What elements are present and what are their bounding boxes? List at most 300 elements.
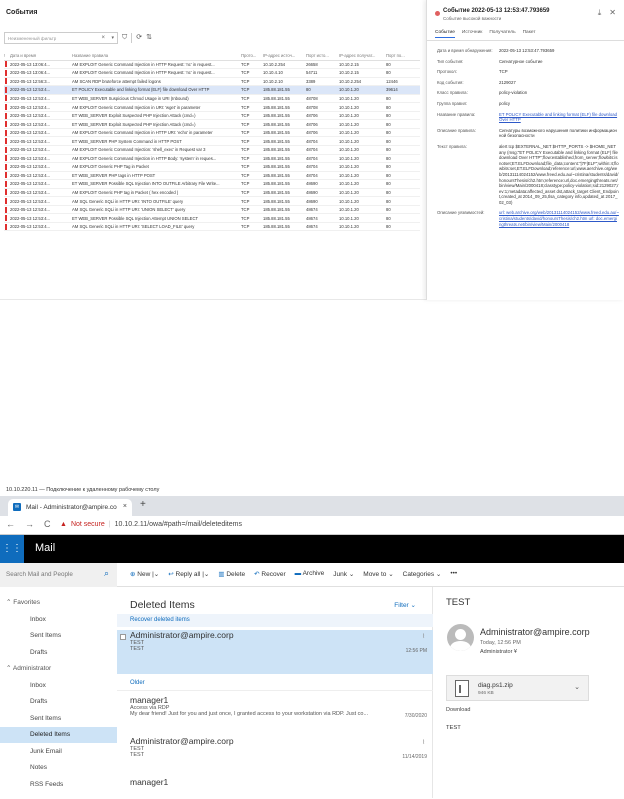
table-cell: 2022-05-13 12:53:4... xyxy=(8,214,70,223)
filter-placeholder: Неизмененный фильтр xyxy=(8,36,57,41)
events-title: События xyxy=(6,9,38,16)
table-cell: 185.88.181.55 xyxy=(261,197,304,206)
clear-icon[interactable]: × xyxy=(101,35,105,41)
table-row[interactable] xyxy=(4,86,420,95)
table-row[interactable] xyxy=(4,188,420,197)
list-item[interactable] xyxy=(117,630,433,674)
chevron-down-icon[interactable]: ⌄ xyxy=(574,684,580,691)
message-date: 11/14/2019 xyxy=(402,754,427,760)
table-cell: 2022-05-13 12:53:4... xyxy=(8,94,70,103)
table-cell: 10.10.1.20 xyxy=(337,180,384,189)
table-cell: 48690 xyxy=(304,180,337,189)
table-cell: 3389 xyxy=(304,77,337,86)
table-cell: 2022-05-13 12:53:4... xyxy=(8,86,70,95)
table-body xyxy=(4,60,420,231)
field-value: alert tcp $EXTERNAL_NET $HTTP_PORTS -> $HOME_NET any (msg:"ET POLICY Executable and linking format (ELF) file download Over HTTP";flow:established,from_server;flowbits:isnotset;ET.ELFDownload;file_data;content:"|7F|ELF";within:4;flowbits:set,ET.ELFDownload;reference:url,www.aerchive.org/web/20131114024152/www.freed.edu.au/~cristina/students/david/honoursThesis/ch2.htm;reference:url,doc.emergingthreats.net/bin/view/Main/2000418;classtype:policy-violation;sid:2129027;rev:1;metadata:affected_asset dst,attack_target Client_Endpoint,created_at 2014_09_25,tlsa_category info,updated_at 2017_02_03) xyxy=(499,143,619,205)
chevron-down-icon[interactable]: ▾ xyxy=(111,35,114,41)
more-button[interactable]: ••• xyxy=(450,570,458,577)
table-cell: 48708 xyxy=(304,94,337,103)
table-cell: 12446 xyxy=(384,77,420,86)
table-cell: AM EXPLOIT Generic Command Injection in HTTP Body: 'system' in reques... xyxy=(70,154,239,163)
list-item[interactable] xyxy=(117,695,433,733)
recover-deleted-link[interactable]: Recover deleted items xyxy=(117,614,433,627)
table-cell: 10.10.2.254 xyxy=(337,77,384,86)
move-to-button[interactable]: Move to ⌄ xyxy=(363,571,394,578)
table-cell: 10.10.4.10 xyxy=(261,69,304,78)
table-row[interactable] xyxy=(4,60,420,69)
table-cell: 10.10.2.10 xyxy=(261,77,304,86)
table-cell: 10.10.1.20 xyxy=(337,145,384,154)
owa-header xyxy=(0,535,624,563)
filter-button[interactable]: Filter ⌄ xyxy=(394,602,416,609)
table-cell: 2022-05-13 12:53:4... xyxy=(8,120,70,129)
column-header[interactable]: Название правила xyxy=(70,52,239,60)
table-cell: 185.88.181.55 xyxy=(261,86,304,95)
table-row[interactable] xyxy=(4,197,420,206)
table-row[interactable] xyxy=(4,154,420,163)
detail-field xyxy=(437,80,619,86)
table-cell: TCP xyxy=(239,205,261,214)
table-cell: 2022-05-13 12:53:4... xyxy=(8,103,70,112)
refresh-icon[interactable]: ⟳ xyxy=(136,34,143,41)
table-cell: TCP xyxy=(239,94,261,103)
table-cell: 2022-05-13 12:53:4... xyxy=(8,180,70,189)
message-date: 12:56 PM xyxy=(405,648,427,654)
table-cell: 80 xyxy=(384,128,420,137)
table-cell: 80 xyxy=(384,197,420,206)
table-cell: 48704 xyxy=(304,145,337,154)
detail-tab[interactable]: Источник xyxy=(461,30,483,35)
url-text: 10.10.2.11/owa/#path=/mail/deleteditems xyxy=(114,521,242,528)
table-row[interactable] xyxy=(4,120,420,129)
table-row[interactable] xyxy=(4,171,420,180)
detail-field xyxy=(437,59,619,65)
table-cell: AM SQL Generic SQLi in HTTP URI: 'UNION SELECT' query xyxy=(70,205,239,214)
table-row[interactable] xyxy=(4,205,420,214)
folder-pane xyxy=(0,587,117,798)
table-cell: AM EXPLOIT Generic Command Injection in HTTP Request: 'nc' in request... xyxy=(70,69,239,78)
table-cell: 10.10.1.20 xyxy=(337,171,384,180)
reload-icon[interactable]: C xyxy=(44,519,51,529)
table-cell: 185.88.181.55 xyxy=(261,137,304,146)
message-subject: TEST xyxy=(130,640,145,646)
table-cell: 80 xyxy=(384,94,420,103)
table-cell: 10.10.2.15 xyxy=(337,60,384,69)
warning-icon: ▲ xyxy=(60,521,67,528)
close-tab-icon[interactable]: × xyxy=(122,503,127,510)
list-item[interactable] xyxy=(117,736,433,774)
table-cell: 2022-05-13 12:53:4... xyxy=(8,145,70,154)
table-cell: 80 xyxy=(384,180,420,189)
table-cell: 48704 xyxy=(304,154,337,163)
table-cell: 80 xyxy=(384,154,420,163)
table-cell: TCP xyxy=(239,197,261,206)
reply-all-icon: ↩ xyxy=(168,571,174,578)
table-cell: 80 xyxy=(384,214,420,223)
columns-icon[interactable]: ⇅ xyxy=(146,34,152,41)
table-cell: 10.10.1.20 xyxy=(337,154,384,163)
rdp-title: 10.10.220.11 — Подключение к удаленному рабочему столу xyxy=(0,485,624,496)
folder-item[interactable]: Deleted Items xyxy=(0,727,117,743)
detail-tab[interactable]: Событие xyxy=(435,30,455,38)
junk-button[interactable]: Junk ⌄ xyxy=(333,571,355,578)
detail-field xyxy=(437,144,619,206)
search-input[interactable] xyxy=(0,563,117,587)
table-cell: TCP xyxy=(239,128,261,137)
tab-title: Mail - Administrator@ampire.co xyxy=(26,504,117,511)
table-row[interactable] xyxy=(4,69,420,78)
folder-item[interactable]: Drafts xyxy=(30,648,48,656)
avatar xyxy=(447,624,474,651)
table-cell: 39614 xyxy=(384,86,420,95)
outlook-icon: ✉ xyxy=(14,504,20,510)
table-cell: ET WEB_SERVER Exploit Suspected PHP Injection Attack (cmd=) xyxy=(70,111,239,120)
table-cell: 48706 xyxy=(304,111,337,120)
table-cell: 48706 xyxy=(304,128,337,137)
table-cell: AM EXPLOIT Generic Command Injection: 'shell_exec' in Request var 3 xyxy=(70,145,239,154)
app-launcher-icon[interactable]: ⋮⋮ xyxy=(0,535,24,563)
table-cell: TCP xyxy=(239,137,261,146)
table-row[interactable] xyxy=(4,111,420,120)
message-subject: TEST xyxy=(130,746,145,752)
table-row[interactable] xyxy=(4,77,420,86)
table-cell: 2022-05-13 12:53:4... xyxy=(8,163,70,172)
message-sender: Administrator@ampire.corp xyxy=(130,630,234,640)
table-cell: AM EXPLOIT Generic Command Injection in URI: 'wget' in parameter xyxy=(70,103,239,112)
column-header[interactable]: Порт по... xyxy=(384,52,420,60)
message-preview: My dear friend! Just for you and just once, I granted access to your workstation via RDP. Just co... xyxy=(130,711,369,717)
table-row[interactable] xyxy=(4,137,420,146)
column-header[interactable]: Прото... xyxy=(239,52,261,60)
column-header[interactable]: IP-адрес источ... xyxy=(261,52,304,60)
table-row[interactable] xyxy=(4,128,420,137)
table-cell: 2022-05-13 12:53:4... xyxy=(8,197,70,206)
folder-item[interactable]: Junk Email xyxy=(30,747,62,755)
column-header[interactable]: Порт исто... xyxy=(304,52,337,60)
table-cell: 80 xyxy=(384,205,420,214)
table-cell: 10.10.1.20 xyxy=(337,94,384,103)
table-cell: 48674 xyxy=(304,214,337,223)
table-cell: 80 xyxy=(384,60,420,69)
divider xyxy=(427,40,624,41)
table-cell: 48704 xyxy=(304,163,337,172)
reply-all-button[interactable]: ↩ Reply all |⌄ xyxy=(168,571,210,578)
not-secure-label: Not secure xyxy=(70,521,105,528)
table-cell: 185.88.181.55 xyxy=(261,180,304,189)
table-cell: 185.88.181.55 xyxy=(261,111,304,120)
field-value: Сигнатурное событие xyxy=(499,58,543,64)
events-table xyxy=(4,52,420,231)
table-cell: 10.10.2.254 xyxy=(261,60,304,69)
table-cell: ET WEB_SERVER PHP tags in HTTP POST xyxy=(70,171,239,180)
detail-title: Событие 2022-05-13 12:53:47.793659 xyxy=(443,8,550,14)
field-label: Группа правил: xyxy=(437,100,468,106)
table-cell: TCP xyxy=(239,145,261,154)
table-cell: 48690 xyxy=(304,188,337,197)
chevron-down-icon[interactable]: ⌃ xyxy=(6,599,14,606)
message-sender: manager1 xyxy=(130,777,169,787)
table-cell: 2022-05-13 12:53:4... xyxy=(8,111,70,120)
table-cell: 80 xyxy=(384,163,420,172)
download-link[interactable]: Download xyxy=(446,707,471,713)
folder-item[interactable]: Inbox xyxy=(30,681,46,689)
zip-file-icon xyxy=(455,680,469,697)
table-cell: 10.10.1.20 xyxy=(337,197,384,206)
table-cell: 10.10.1.20 xyxy=(337,128,384,137)
field-value: 2129027 xyxy=(499,79,516,85)
table-cell: 10.10.1.20 xyxy=(337,86,384,95)
table-cell: TCP xyxy=(239,103,261,112)
table-cell: TCP xyxy=(239,77,261,86)
categories-button[interactable]: Categories ⌄ xyxy=(402,571,442,578)
table-row[interactable] xyxy=(4,163,420,172)
folder-item[interactable]: Drafts xyxy=(30,698,48,705)
delete-button[interactable]: ▥ Delete xyxy=(218,571,246,578)
reading-recipient[interactable]: Administrator ¥ xyxy=(480,649,517,655)
folder-item[interactable]: Sent Items xyxy=(30,714,62,722)
table-cell: TCP xyxy=(239,222,261,231)
back-icon[interactable]: ← xyxy=(6,519,15,529)
table-cell: 185.88.181.55 xyxy=(261,214,304,223)
folder-item[interactable]: RSS Feeds xyxy=(30,780,64,788)
browser-tab[interactable] xyxy=(8,499,132,516)
field-label: Описание правила: xyxy=(437,127,476,133)
download-icon[interactable]: ⤓ xyxy=(597,8,602,17)
table-cell: 2022-05-13 12:53:4... xyxy=(8,128,70,137)
archive-icon: ▬ xyxy=(294,570,302,577)
message-subject: Access via RDP xyxy=(130,705,170,711)
table-cell: 10.10.1.20 xyxy=(337,188,384,197)
detail-tab[interactable]: Пакет xyxy=(522,30,536,35)
new-button[interactable]: ⊕ New |⌄ xyxy=(130,571,160,578)
table-cell: 80 xyxy=(384,69,420,78)
table-cell: 10.10.1.20 xyxy=(337,163,384,172)
table-cell: 54711 xyxy=(304,69,337,78)
events-screen xyxy=(0,0,624,300)
table-cell: ET WEB_SERVER PHP System Command in HTTP POST xyxy=(70,137,239,146)
table-cell: TCP xyxy=(239,60,261,69)
reading-body: TEST xyxy=(446,725,461,731)
table-cell: TCP xyxy=(239,86,261,95)
table-cell: 2022-05-13 13:06:4... xyxy=(8,60,70,69)
table-row[interactable] xyxy=(4,145,420,154)
filter-bar xyxy=(4,31,152,45)
table-cell: 80 xyxy=(384,111,420,120)
message-preview: TEST xyxy=(130,752,145,758)
table-cell: 48708 xyxy=(304,103,337,112)
table-cell: TCP xyxy=(239,120,261,129)
table-row[interactable] xyxy=(4,222,420,231)
table-cell: AM SQL Generic SQLi in HTTP URI: 'INTO OUTFILE' query xyxy=(70,197,239,206)
table-cell: 2022-05-13 12:53:4... xyxy=(8,171,70,180)
select-checkbox[interactable] xyxy=(120,634,126,640)
filter-icon[interactable]: ⛉ xyxy=(122,34,128,41)
new-tab-icon[interactable]: + xyxy=(140,499,146,510)
forward-icon[interactable]: → xyxy=(25,519,34,529)
folder-item[interactable]: Sent Items xyxy=(30,632,62,639)
browser-tabstrip xyxy=(0,496,624,516)
field-label: Тип события: xyxy=(437,58,464,64)
table-cell: 185.88.181.55 xyxy=(261,154,304,163)
message-date: 7/30/2020 xyxy=(404,713,427,719)
table-row[interactable] xyxy=(4,94,420,103)
trash-icon: ▥ xyxy=(218,571,225,578)
table-cell: AM EXPLOIT Generic PHP Tag in Packet xyxy=(70,163,239,172)
field-value: Сигнатуры возможного нарушения политики информационной безопасности xyxy=(499,127,617,139)
table-cell: 80 xyxy=(384,171,420,180)
older-group-header: Older xyxy=(117,677,433,691)
detail-field xyxy=(437,112,619,123)
list-item[interactable] xyxy=(117,777,433,799)
table-cell: 10.10.1.20 xyxy=(337,214,384,223)
folder-group[interactable]: ⌃ Favorites xyxy=(6,599,40,606)
folder-item[interactable]: Inbox xyxy=(30,615,46,623)
column-header[interactable]: IP-адрес получат... xyxy=(337,52,384,60)
chevron-down-icon[interactable]: ⌃ xyxy=(6,665,13,672)
table-cell: ET WEB_SERVER Possible SQL Injection INTO OUTFILE Arbitrary File Write... xyxy=(70,180,239,189)
reading-pane xyxy=(433,587,624,798)
table-cell: 185.88.181.55 xyxy=(261,103,304,112)
table-cell: ET WEB_SERVER Suspicious Chmod Usage in URI (Inbound) xyxy=(70,94,239,103)
table-cell: 48704 xyxy=(304,171,337,180)
table-cell: 80 xyxy=(384,103,420,112)
recover-button[interactable]: ↶ Recover xyxy=(254,571,286,578)
message-sender: Administrator@ampire.corp xyxy=(130,736,234,746)
chevron-down-icon: ⌄ xyxy=(410,602,416,609)
table-cell: TCP xyxy=(239,154,261,163)
detail-fields xyxy=(437,48,619,232)
close-icon[interactable]: ✕ xyxy=(609,8,616,17)
message-preview: TEST xyxy=(130,646,145,652)
table-cell: 185.88.181.55 xyxy=(261,94,304,103)
table-cell: TCP xyxy=(239,111,261,120)
table-cell: 185.88.181.55 xyxy=(261,120,304,129)
field-value: TCP xyxy=(499,69,508,75)
command-bar xyxy=(0,563,624,587)
table-cell: 10.10.2.15 xyxy=(337,69,384,78)
field-label: Дата и время обнаружения: xyxy=(437,48,493,53)
detail-field xyxy=(437,90,619,96)
table-cell: TCP xyxy=(239,180,261,189)
table-cell: 10.10.1.20 xyxy=(337,103,384,112)
table-cell: 10.10.1.20 xyxy=(337,205,384,214)
field-label: Код события: xyxy=(437,79,464,85)
field-value[interactable]: ET POLICY Executable and linking format (ELF) file download Over HTTP xyxy=(499,111,618,123)
attachment-card[interactable] xyxy=(446,675,589,701)
paperclip-icon: ⌇ xyxy=(422,740,425,746)
detail-field xyxy=(437,210,619,227)
search-icon[interactable]: ⌕ xyxy=(103,568,109,578)
header-marker: ! xyxy=(4,52,8,60)
table-cell: AM SCAN RDP bruteforce attempt failed logons xyxy=(70,77,239,86)
table-cell: 2022-05-13 12:53:4... xyxy=(8,188,70,197)
detail-field xyxy=(437,101,619,107)
field-label: Текст правила: xyxy=(437,143,467,149)
table-cell: 2022-05-13 12:53:4... xyxy=(8,205,70,214)
table-cell: 48674 xyxy=(304,222,337,231)
table-cell: TCP xyxy=(239,163,261,172)
filter-input[interactable] xyxy=(4,32,118,44)
attachment-size: 946 KB xyxy=(478,691,494,696)
reading-subject: TEST xyxy=(446,597,471,608)
table-cell: ET WEB_SERVER Exploit Suspected PHP Injection Attack (cmd=) xyxy=(70,120,239,129)
table-cell: TCP xyxy=(239,214,261,223)
table-cell: TCP xyxy=(239,188,261,197)
message-list xyxy=(117,587,433,798)
archive-button[interactable]: ▬ Archive xyxy=(294,570,325,577)
detail-tab[interactable]: Получатель xyxy=(489,30,516,35)
table-cell: 2022-05-13 12:53:4... xyxy=(8,154,70,163)
table-cell: 80 xyxy=(384,188,420,197)
table-row[interactable] xyxy=(4,214,420,223)
table-cell: 48704 xyxy=(304,137,337,146)
field-value[interactable]: url: web.archive.org/web/20131114024152/www.freed.edu.au/~cristina/students/david/honoursThesis/ch2.htm url: doc.emergingthreats.net/bin/view/Main/2000418 xyxy=(499,210,619,227)
table-cell: 10.10.1.20 xyxy=(337,111,384,120)
table-cell: 2022-05-13 12:53:4... xyxy=(8,222,70,231)
detail-field xyxy=(437,48,619,54)
field-value: policy xyxy=(499,100,510,106)
field-label: Протокол: xyxy=(437,69,458,75)
url-field[interactable]: ▲ Not secure | 10.10.2.11/owa/#path=/mail/deleteditems xyxy=(60,521,242,528)
field-label: Название правила: xyxy=(437,111,476,117)
column-header[interactable]: Дата и время xyxy=(8,52,70,60)
table-cell: 26658 xyxy=(304,60,337,69)
attachment-name: diag.ps1.zip xyxy=(478,682,513,689)
table-cell: 80 xyxy=(304,86,337,95)
detail-tabs xyxy=(435,30,536,38)
field-label: Описание уязвимостей: xyxy=(437,210,485,216)
plus-circle-icon: ⊕ xyxy=(130,571,136,578)
search-placeholder: Search Mail and People xyxy=(6,571,73,578)
table-cell: 80 xyxy=(384,120,420,129)
table-cell: 185.88.181.55 xyxy=(261,145,304,154)
table-cell: 2022-05-13 13:06:4... xyxy=(8,69,70,78)
field-label: Класс правила: xyxy=(437,90,468,96)
list-title: Deleted Items xyxy=(130,599,195,611)
table-cell: ET POLICY Executable and linking format (ELF) file download Over HTTP xyxy=(70,86,239,95)
undo-icon: ↶ xyxy=(254,571,260,578)
detail-field xyxy=(437,128,619,139)
reading-time: Today, 12:56 PM xyxy=(480,640,521,646)
table-cell: 10.10.1.20 xyxy=(337,222,384,231)
detail-subtitle: Событие высокой важности xyxy=(443,16,502,21)
field-value: policy-violation xyxy=(499,90,528,96)
table-cell: TCP xyxy=(239,171,261,180)
table-cell: AM EXPLOIT Generic Command Injection in HTTP Request: 'nc' in request... xyxy=(70,60,239,69)
table-cell: ET WEB_SERVER Possible SQL Injection Attempt UNION SELECT xyxy=(70,214,239,223)
table-cell: 80 xyxy=(384,137,420,146)
table-row[interactable] xyxy=(4,103,420,112)
table-cell: TCP xyxy=(239,69,261,78)
reading-sender[interactable]: Administrator@ampire.corp xyxy=(480,627,590,637)
table-cell: 10.10.1.20 xyxy=(337,137,384,146)
table-cell: 2022-05-13 12:53:4... xyxy=(8,137,70,146)
event-detail-panel xyxy=(426,0,624,300)
field-value: 2022-05-13 12:53:47.793659 xyxy=(499,48,555,53)
table-cell: AM EXPLOIT Generic Command Injection in HTTP URI: 'echo' in parameter xyxy=(70,128,239,137)
table-cell: 185.88.181.55 xyxy=(261,188,304,197)
severity-dot xyxy=(435,11,440,16)
folder-group[interactable]: ⌃ Administrator xyxy=(6,665,52,672)
separator xyxy=(131,33,132,43)
app-title: Mail xyxy=(35,542,56,554)
table-cell: 48706 xyxy=(304,120,337,129)
table-cell: 10.10.1.20 xyxy=(337,120,384,129)
table-cell: 185.88.181.55 xyxy=(261,171,304,180)
table-cell: 80 xyxy=(384,222,420,231)
table-row[interactable] xyxy=(4,180,420,189)
folder-item[interactable]: Notes xyxy=(30,764,47,771)
